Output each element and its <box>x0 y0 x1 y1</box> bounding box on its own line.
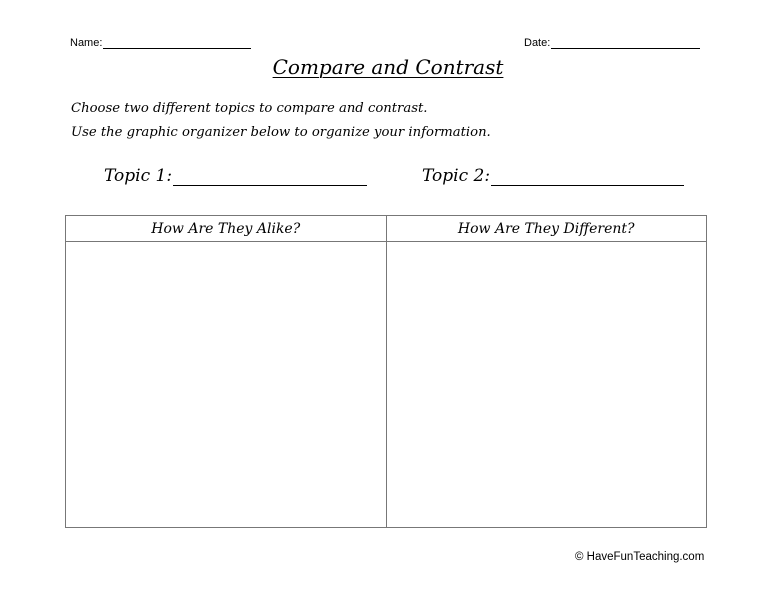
date-field[interactable] <box>524 36 700 49</box>
name-field[interactable] <box>70 36 251 49</box>
date-label: Date: <box>524 37 551 49</box>
alike-column <box>66 216 386 527</box>
instruction-line-2: Use the graphic organizer below to organize your information. <box>71 125 491 140</box>
topic-1-label: Topic 1: <box>104 166 173 186</box>
instruction-line-1: Choose two different topics to compare and contrast. <box>71 101 428 116</box>
worksheet-title-wrapper <box>0 55 776 79</box>
topic-1-field[interactable] <box>104 166 367 186</box>
different-column <box>386 216 707 527</box>
date-blank-line[interactable] <box>551 36 700 49</box>
graphic-organizer <box>65 215 707 528</box>
topic-1-blank-line[interactable] <box>173 167 367 186</box>
worksheet-title: Compare and Contrast <box>272 55 504 79</box>
topic-2-field[interactable] <box>422 166 684 186</box>
name-blank-line[interactable] <box>103 36 251 49</box>
instructions <box>71 97 491 145</box>
alike-writing-area[interactable] <box>66 242 386 527</box>
different-column-header: How Are They Different? <box>387 216 707 242</box>
topic-2-label: Topic 2: <box>422 166 491 186</box>
different-writing-area[interactable] <box>387 242 707 527</box>
alike-column-header: How Are They Alike? <box>66 216 386 242</box>
topic-2-blank-line[interactable] <box>491 167 684 186</box>
name-label: Name: <box>70 37 103 49</box>
copyright-notice: © HaveFunTeaching.com <box>575 551 705 563</box>
